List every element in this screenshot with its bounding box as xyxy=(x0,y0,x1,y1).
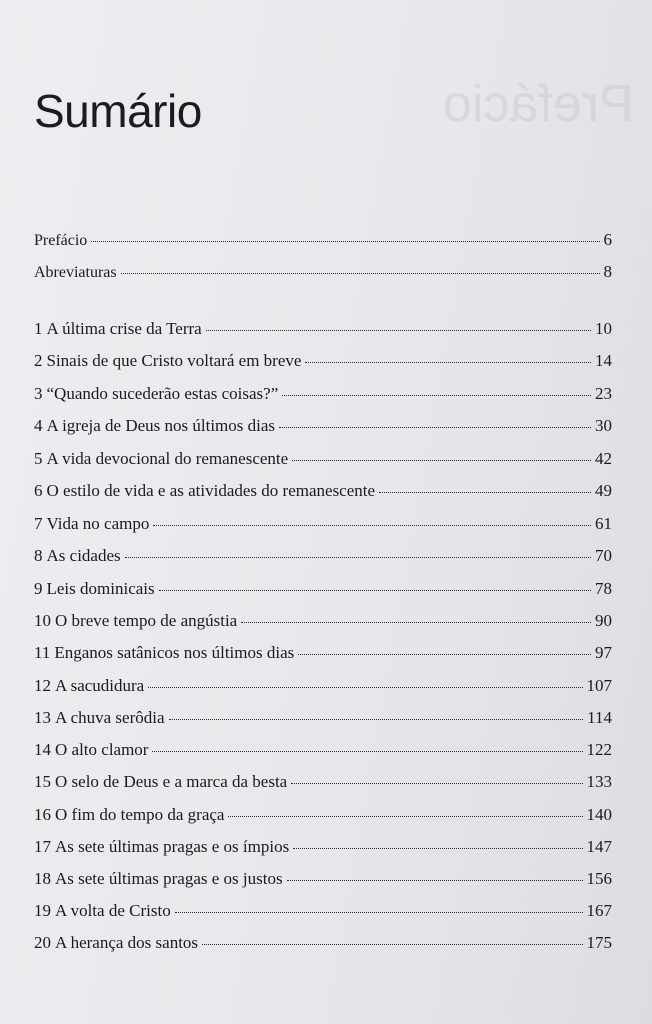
chapter-title: As sete últimas pragas e os ímpios xyxy=(55,837,290,856)
chapter-title: A igreja de Deus nos últimos dias xyxy=(46,416,276,435)
chapter-page: 10 xyxy=(595,319,612,338)
toc-entry xyxy=(34,416,612,438)
toc-entry xyxy=(34,319,612,341)
toc-entry xyxy=(34,837,612,859)
toc-entry-page: 6 xyxy=(603,230,612,249)
chapter-page: 49 xyxy=(595,481,612,500)
dot-leader xyxy=(298,651,591,655)
chapter-page: 14 xyxy=(595,351,612,370)
chapter-page: 114 xyxy=(587,708,612,727)
toc-entry-label: Prefácio xyxy=(34,232,88,249)
dot-leader xyxy=(125,554,591,558)
chapter-page: 107 xyxy=(586,676,612,695)
chapter-title: Sinais de que Cristo voltará em breve xyxy=(46,351,302,370)
toc-entry xyxy=(34,869,612,891)
chapter-number: 16 xyxy=(34,805,51,824)
chapter-title: O fim do tempo da graça xyxy=(55,805,225,824)
dot-leader xyxy=(202,941,582,945)
toc-entry-label: Abreviaturas xyxy=(34,264,117,281)
chapter-number: 4 xyxy=(34,416,43,435)
toc-entry xyxy=(34,351,612,373)
chapter-title: O selo de Deus e a marca da besta xyxy=(55,772,288,791)
chapter-title: A vida devocional do remanescente xyxy=(46,449,289,468)
dot-leader xyxy=(153,522,591,526)
toc-entry xyxy=(34,514,612,536)
chapter-title: As cidades xyxy=(46,546,121,565)
chapter-page: 140 xyxy=(586,805,612,824)
chapter-number: 6 xyxy=(34,481,43,500)
chapter-page: 122 xyxy=(586,740,612,759)
chapter-page: 97 xyxy=(595,643,612,662)
dot-leader xyxy=(228,813,582,817)
chapter-title: Vida no campo xyxy=(46,514,150,533)
chapter-number: 5 xyxy=(34,449,43,468)
chapter-title: Enganos satânicos nos últimos dias xyxy=(54,643,295,662)
chapter-number: 20 xyxy=(34,933,51,952)
chapter-number: 2 xyxy=(34,351,43,370)
dot-leader xyxy=(148,684,582,688)
toc-entry xyxy=(34,643,612,665)
chapter-page: 61 xyxy=(595,514,612,533)
dot-leader xyxy=(241,619,591,623)
chapter-number: 12 xyxy=(34,676,51,695)
chapter-title: O breve tempo de angústia xyxy=(55,611,238,630)
dot-leader xyxy=(292,457,591,461)
chapter-number: 7 xyxy=(34,514,43,533)
chapter-number: 17 xyxy=(34,837,51,856)
dot-leader xyxy=(282,392,591,396)
dot-leader xyxy=(206,327,591,331)
toc-entry xyxy=(34,546,612,568)
toc-entry xyxy=(34,676,612,698)
dot-leader xyxy=(91,238,599,242)
toc-entry xyxy=(34,611,612,633)
toc-entry xyxy=(34,805,612,827)
toc-entry xyxy=(34,384,612,406)
chapter-number: 18 xyxy=(34,869,51,888)
chapter-number: 1 xyxy=(34,319,43,338)
dot-leader xyxy=(379,489,591,493)
toc-entry-front xyxy=(34,230,612,252)
chapter-title: O alto clamor xyxy=(55,740,149,759)
chapter-title: A volta de Cristo xyxy=(55,901,171,920)
dot-leader xyxy=(121,270,600,274)
toc-entry xyxy=(34,481,612,503)
chapter-page: 42 xyxy=(595,449,612,468)
toc-entry xyxy=(34,740,612,762)
chapter-number: 10 xyxy=(34,611,51,630)
chapter-page: 156 xyxy=(586,869,612,888)
chapter-page: 133 xyxy=(586,772,612,791)
toc-entry-front xyxy=(34,262,612,284)
chapter-number: 8 xyxy=(34,546,43,565)
toc-entry xyxy=(34,933,612,955)
toc-entry xyxy=(34,449,612,471)
chapter-title: A herança dos santos xyxy=(55,933,199,952)
toc-entry xyxy=(34,708,612,730)
chapter-title: Leis dominicais xyxy=(46,579,155,598)
dot-leader xyxy=(169,716,584,720)
toc-entry xyxy=(34,901,612,923)
chapter-page: 175 xyxy=(586,933,612,952)
page-title: Sumário xyxy=(34,85,202,137)
chapter-page: 30 xyxy=(595,416,612,435)
chapter-number: 9 xyxy=(34,579,43,598)
chapter-title: O estilo de vida e as atividades do remanescente xyxy=(46,481,376,500)
chapter-page: 167 xyxy=(586,901,612,920)
bleed-through-heading: Prefácio xyxy=(443,75,634,133)
dot-leader xyxy=(287,877,583,881)
chapter-number: 15 xyxy=(34,772,51,791)
toc-entry xyxy=(34,772,612,794)
chapter-title: A última crise da Terra xyxy=(46,319,202,338)
chapter-number: 19 xyxy=(34,901,51,920)
chapter-page: 78 xyxy=(595,579,612,598)
dot-leader xyxy=(159,587,591,591)
toc-entry xyxy=(34,579,612,601)
dot-leader xyxy=(291,780,582,784)
toc-entry-page: 8 xyxy=(603,262,612,281)
chapter-title: A chuva serôdia xyxy=(55,708,165,727)
dot-leader xyxy=(293,845,582,849)
chapter-title: “Quando sucederão estas coisas?” xyxy=(46,384,279,403)
chapter-page: 23 xyxy=(595,384,612,403)
chapter-number: 3 xyxy=(34,384,43,403)
chapter-number: 13 xyxy=(34,708,51,727)
dot-leader xyxy=(175,909,583,913)
chapter-number: 14 xyxy=(34,740,51,759)
chapter-title: A sacudidura xyxy=(55,676,145,695)
chapter-title: As sete últimas pragas e os justos xyxy=(55,869,283,888)
dot-leader xyxy=(305,359,591,363)
chapter-page: 90 xyxy=(595,611,612,630)
dot-leader xyxy=(152,748,582,752)
chapter-page: 147 xyxy=(586,837,612,856)
chapter-page: 70 xyxy=(595,546,612,565)
dot-leader xyxy=(279,424,591,428)
chapter-number: 11 xyxy=(34,643,51,662)
